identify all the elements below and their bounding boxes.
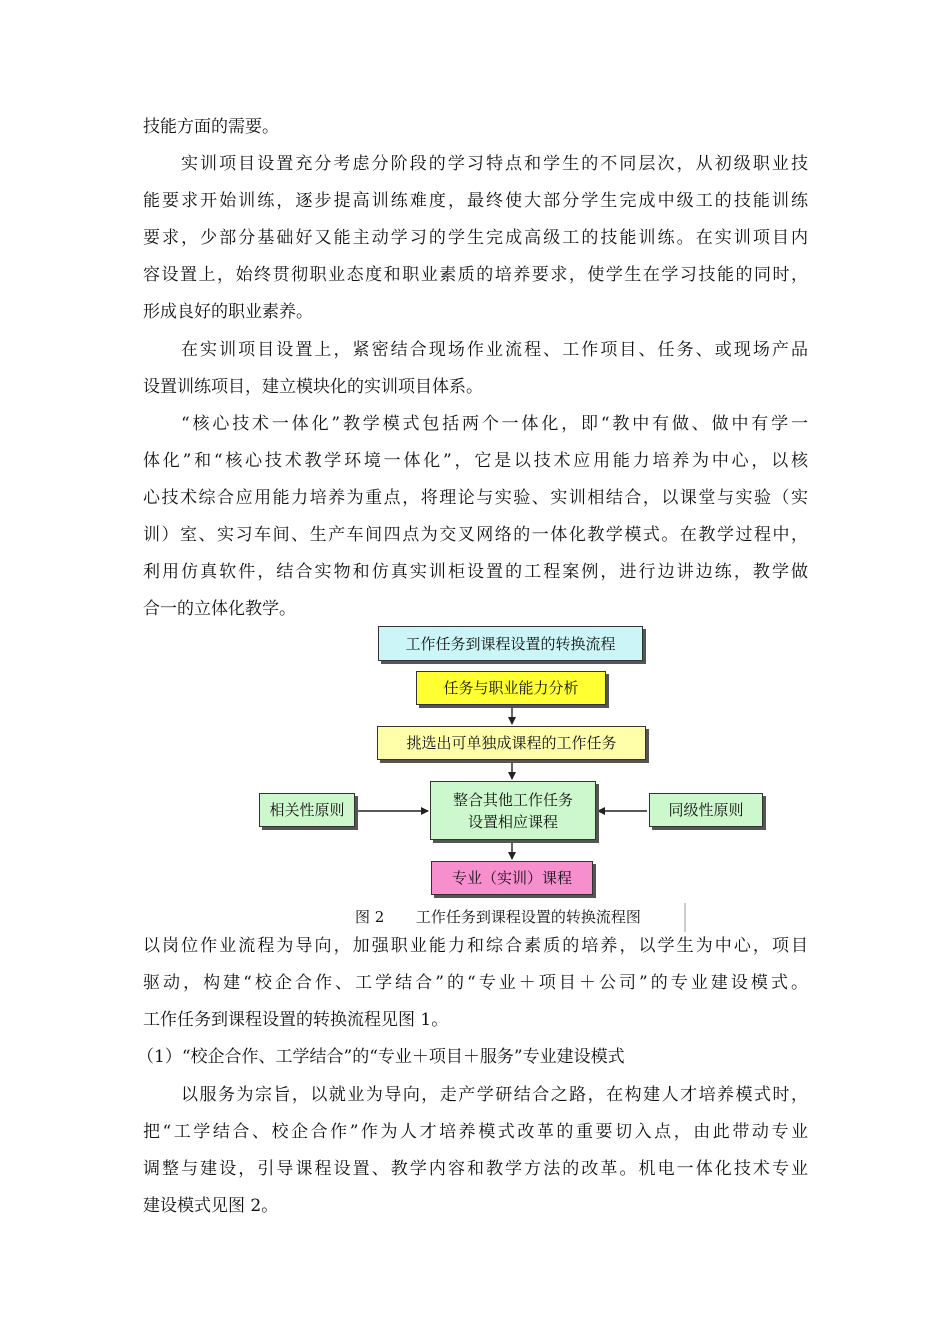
text-line: 容设置上，始终贯彻职业态度和职业素质的培养要求，使学生在学习技能的同时， <box>143 265 808 285</box>
figure-number: 图 2 <box>355 908 385 926</box>
flowchart-title-box <box>378 626 643 661</box>
flowchart-step-analysis <box>416 671 606 705</box>
flowchart-step-select <box>377 726 646 760</box>
text-line: 在实训项目设置上，紧密结合现场作业流程、工作项目、任务、或现场产品 <box>181 340 808 360</box>
text-line: 驱动，构建“校企合作、工学结合”的“专业＋项目＋公司”的专业建设模式。 <box>143 973 808 993</box>
figure-caption <box>355 906 685 928</box>
flowchart-title: 工作任务到课程设置的转换流程 <box>405 634 616 653</box>
principle-same-level-label: 同级性原则 <box>668 801 744 819</box>
text-line: 利用仿真软件，结合实物和仿真实训柜设置的工程案例，进行边讲边练，教学做 <box>143 562 808 582</box>
text-line: 要求，少部分基础好又能主动学习的学生完成高级工的技能训练。在实训项目内 <box>143 228 808 248</box>
text-line: 心技术综合应用能力培养为重点，将理论与实验、实训相结合，以课堂与实验（实 <box>143 488 808 508</box>
step-select-label: 挑选出可单独成课程的工作任务 <box>406 734 617 752</box>
text-line: 形成良好的职业素养。 <box>143 302 313 322</box>
text-line: 技能方面的需要。 <box>143 117 279 137</box>
text-line: 以服务为宗旨，以就业为导向，走产学研结合之路，在构建人才培养模式时， <box>181 1085 808 1105</box>
text-line: 建设模式见图 2。 <box>143 1196 279 1216</box>
text-line: “核心技术一体化”教学模式包括两个一体化，即“教中有做、做中有学一 <box>181 414 808 434</box>
flowchart-step-integrate <box>430 781 596 840</box>
step-integrate-line1: 整合其他工作任务 <box>452 790 573 809</box>
flowchart-result-course <box>431 861 593 895</box>
text-line: 把“工学结合、校企合作”作为人才培养模式改革的重要切入点，由此带动专业 <box>143 1122 808 1142</box>
section-heading: （1）“校企合作、工学结合”的“专业＋项目＋服务”专业建设模式 <box>137 1047 625 1067</box>
step-integrate-line2: 设置相应课程 <box>467 812 558 831</box>
text-line: 实训项目设置充分考虑分阶段的学习特点和学生的不同层次，从初级职业技 <box>181 154 808 174</box>
text-line: 能要求开始训练，逐步提高训练难度，最终使大部分学生完成中级工的技能训练 <box>143 191 808 211</box>
text-line: 以岗位作业流程为导向，加强职业能力和综合素质的培养，以学生为中心，项目 <box>143 936 808 956</box>
principle-relevance-label: 相关性原则 <box>269 801 345 819</box>
text-line: 工作任务到课程设置的转换流程见图 1。 <box>143 1010 449 1030</box>
text-line: 训）室、实习车间、生产车间四点为交叉网络的一体化教学模式。在教学过程中， <box>143 525 808 545</box>
result-course-label: 专业（实训）课程 <box>451 869 572 887</box>
text-line: 设置训练项目，建立模块化的实训项目体系。 <box>143 377 483 397</box>
flowchart-principle-same-level <box>649 793 763 827</box>
figure-caption-text: 工作任务到课程设置的转换流程图 <box>415 908 641 926</box>
text-line: 体化”和“核心技术教学环境一体化”，它是以技术应用能力培养为中心，以核 <box>143 451 808 471</box>
flowchart-principle-relevance <box>259 793 355 827</box>
text-line: 合一的立体化教学。 <box>143 599 296 619</box>
step-analysis-label: 任务与职业能力分析 <box>443 679 579 697</box>
text-line: 调整与建设，引导课程设置、教学内容和教学方法的改革。机电一体化技术专业 <box>143 1159 808 1179</box>
